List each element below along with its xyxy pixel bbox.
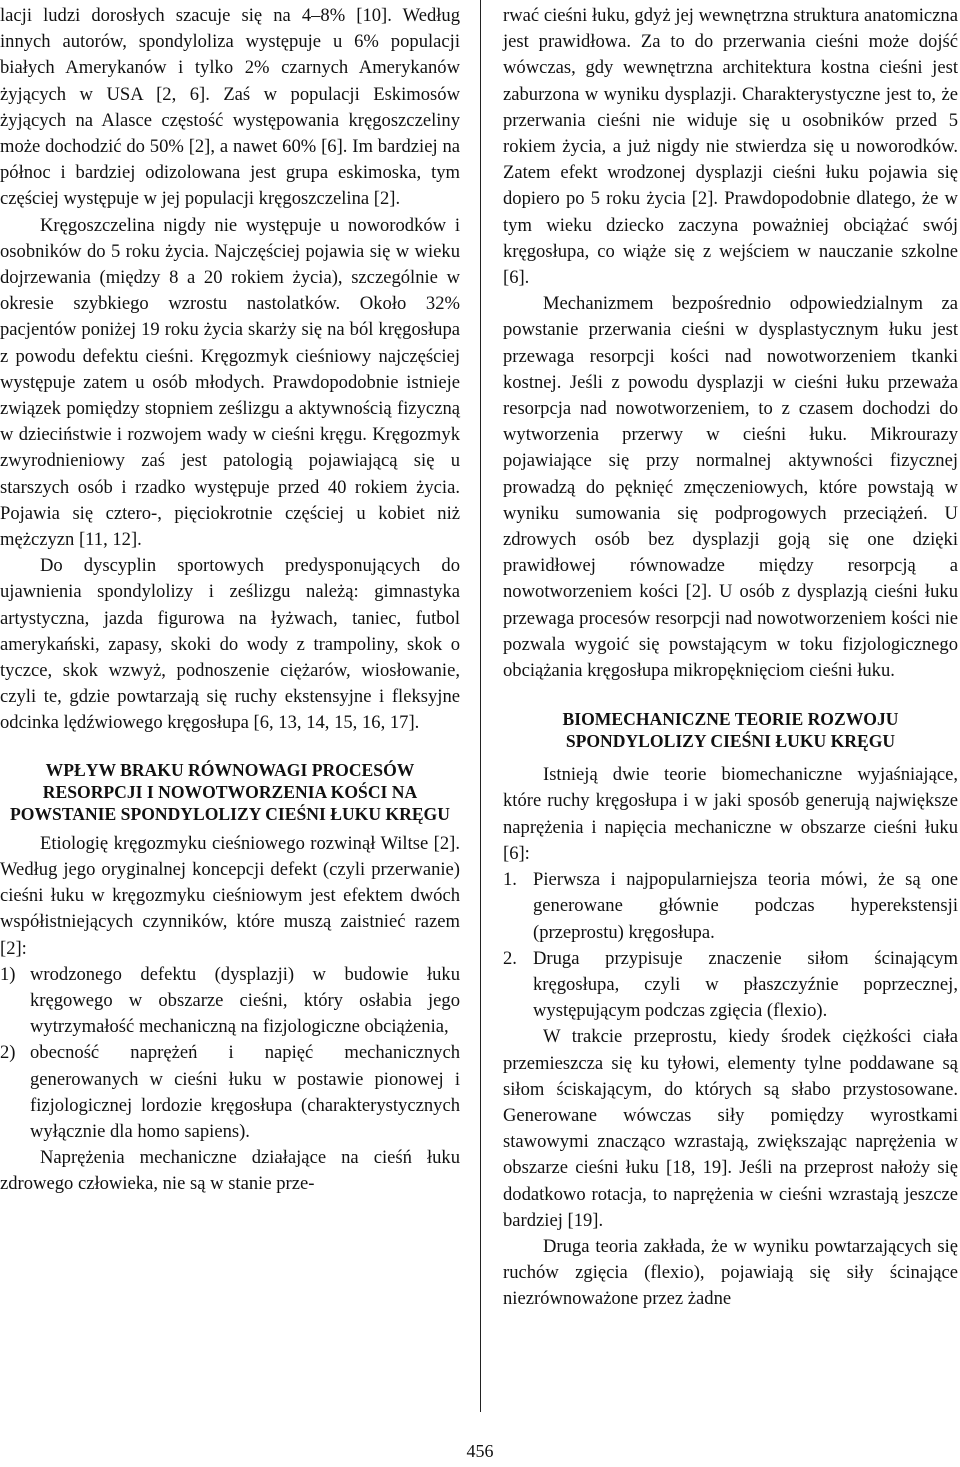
page-number: 456 <box>466 1441 494 1461</box>
section-heading: BIOMECHANICZNE TEORIE ROZWOJU SPONDYLOLIZY CIEŚNI ŁUKU KRĘGU <box>562 709 899 752</box>
theory-list <box>503 867 958 1024</box>
paragraph: Istnieją dwie teorie biomechaniczne wyjaśniające, które ruchy kręgosłupa i w jaki sposób generują największe naprężenia i napięcia mechaniczne w obszarze cieśni łuku [6]: <box>503 764 958 864</box>
list-item <box>0 962 460 1041</box>
list-number: 1. <box>503 869 517 891</box>
section-heading: WPŁYW BRAKU RÓWNOWAGI PROCESÓW RESORPCJI I NOWOTWORZENIA KOŚCI NA POWSTANIE SPONDYLOLIZY CIEŚNI ŁUKU KRĘGU <box>10 759 450 824</box>
paragraph: W trakcie przeprostu, kiedy środek ciężkości ciała przemieszcza się ku tyłowi, elementy tylne poddawane są siłom ściskającym, do których są słabo przystosowane. Generowane wówczas siły pomiędzy wyrostkami stawowymi znacząco wzrastają, zwiększając naprężenia w obszarze cieśni łuku [18, 19]. Jeśli na przeprost nałoży się dodatkowo rotacja, to naprężenia w cieśni wzrastają jeszcze bardziej [19]. <box>503 1026 958 1231</box>
paragraph: Do dyscyplin sportowych predysponujących do ujawnienia spondylolizy i ześlizgu należą: gimnastyka artystyczna, jazda figurowa na łyżwach, taniec, futbol amerykański, zapasy, skoki do wody z trampoliny, skok o tyczce, skok wzwyż, podnoszenie ciężarów, wiosłowanie, czyli te, gdzie powtarzają się ruchy ekstensyjne i fleksyjne odcinka lędźwiowego kręgosłupa [6, 13, 14, 15, 16, 17]. <box>0 555 460 734</box>
list-item <box>503 867 958 946</box>
paragraph: Etiologię kręgozmyku cieśniowego rozwinął Wiltse [2]. Według jego oryginalnej koncepcji defekt (czyli przerwanie) cieśni łuku w kręgozmyku cieśniowym jest efektem dwóch współistniejących czynników, które muszą zaistnieć razem [2]: <box>0 832 460 959</box>
paragraph: rwać cieśni łuku, gdyż jej wewnętrzna struktura anatomiczna jest prawidłowa. Za to do przerwania cieśni może dojść wówczas, gdy wewnętrzna architektura kostna cieśni jest zaburzona w wyniku dysplazji. Charakterystyczne jest to, że przerwania cieśni nie widuje się u osobników przed 5 rokiem życia, a już nigdy nie stwierdza się u noworodków. Zatem efekt wrodzonej dysplazji cieśni łuku pojawia się dopiero po 5 roku życia [2]. Prawdopodobnie dlatego, że w tym wieku dziecko zaczyna poważniej obciążać swój kręgosłupa, co wiąże się z wejściem w nauczanie szkolne [6]. <box>503 5 958 289</box>
list-item-text: obecność naprężeń i napięć mechanicznych generowanych w cieśni łuku w postawie pionowej i fizjologicznej lordozie kręgosłupa (charakterystycznych wyłącznie dla homo sapiens). <box>30 1042 460 1142</box>
factor-list <box>0 962 460 1145</box>
right-column <box>503 3 958 1313</box>
left-column <box>0 3 460 1198</box>
list-number: 2) <box>0 1042 16 1064</box>
column-divider <box>480 0 481 1412</box>
list-number: 2. <box>503 947 517 969</box>
list-item-text: Pierwsza i najpopularniejsza teoria mówi, że są one generowane głównie podczas hyperekstensji (przeprostu) kręgosłupa. <box>533 869 958 943</box>
paragraph: Kręgoszczelina nigdy nie występuje u noworodków i osobników do 5 roku życia. Najczęściej pojawia się w wieku dojrzewania (między 8 a 20 rokiem życia), szczególnie w okresie szybkiego wzrostu nastolatków. Około 32% pacjentów poniżej 19 roku życia skarży się na ból kręgosłupa z powodu defektu cieśni. Kręgozmyk cieśniowy najczęściej występuje zatem u osób młodych. Prawdopodobnie istnieje związek pomiędzy stopniem ześlizgu a aktywnością fizyczną w dzieciństwie i rozwojem wady w cieśni kręgu. Kręgozmyk zwyrodnieniowy zaś jest patologią pojawiającą się u starszych osób i rzadko występuje przed 40 rokiem życia. Pojawia się cztero-, pięciokrotnie częściej u kobiet niż mężczyzn [11, 12]. <box>0 214 460 551</box>
list-item <box>503 946 958 1025</box>
list-number: 1) <box>0 963 16 985</box>
list-item-text: wrodzonego defektu (dysplazji) w budowie łuku kręgowego w obszarze cieśni, który osłabia jego wytrzymałość mechaniczną na fizjologiczne obciążenia, <box>30 963 460 1038</box>
paragraph: lacji ludzi dorosłych szacuje się na 4–8% [10]. Według innych autorów, spondyloliza występuje u 6% populacji białych Amerykanów i tylko 2% czarnych Amerykanów żyjących w USA [2, 6]. Zaś w populacji Eskimosów żyjących na Alasce częstość występowania kręgoszczeliny może dochodzić do 50% [2], a nawet 60% [6]. Im bardziej na północ i bardziej odizolowana jest grupa eskimoska, tym częściej występuje w jej populacji kręgoszczelina [2]. <box>0 5 460 210</box>
list-item-text: Druga przypisuje znaczenie siłom ścinającym kręgosłupa, czyli w płaszczyźnie poprzecznej, występującym podczas zgięcia (flexio). <box>533 947 958 1022</box>
paragraph: Naprężenia mechaniczne działające na cieśń łuku zdrowego człowieka, nie są w stanie prze- <box>0 1147 460 1195</box>
paragraph: Mechanizmem bezpośrednio odpowiedzialnym za powstanie przerwania cieśni w dysplastycznym łuku jest przewaga resorpcji kości nad nowotworzeniem tkanki kostnej. Jeśli z powodu dysplazji w cieśni łuku przeważa resorpcja nad nowotworzeniem, to z czasem dochodzi do wytworzenia przerwy w cieśni łuku. Mikrourazy pojawiające się przy normalnej aktywności fizycznej prowadzą do pęknięć zmęczeniowych, które powstają w wyniku sumowania się podprogowych przeciążeń. U zdrowych osób bez dysplazji goją się one dzięki prawidłowej równowadze między resorpcją a nowotworzeniem kości [2]. U osób z dysplazją cieśni łuku przewaga procesów resorpcji nad nowotworzeniem kości nie pozwala wygoić się powstającym w toku fizjologicznego obciążania kręgosłupa mikropęknięciom cieśni łuku. <box>503 293 958 682</box>
list-item <box>0 1040 460 1145</box>
paragraph: Druga teoria zakłada, że w wyniku powtarzających się ruchów zgięcia (flexio), pojawiają się siły ścinające niezrównoważone przez żadne <box>503 1235 958 1310</box>
